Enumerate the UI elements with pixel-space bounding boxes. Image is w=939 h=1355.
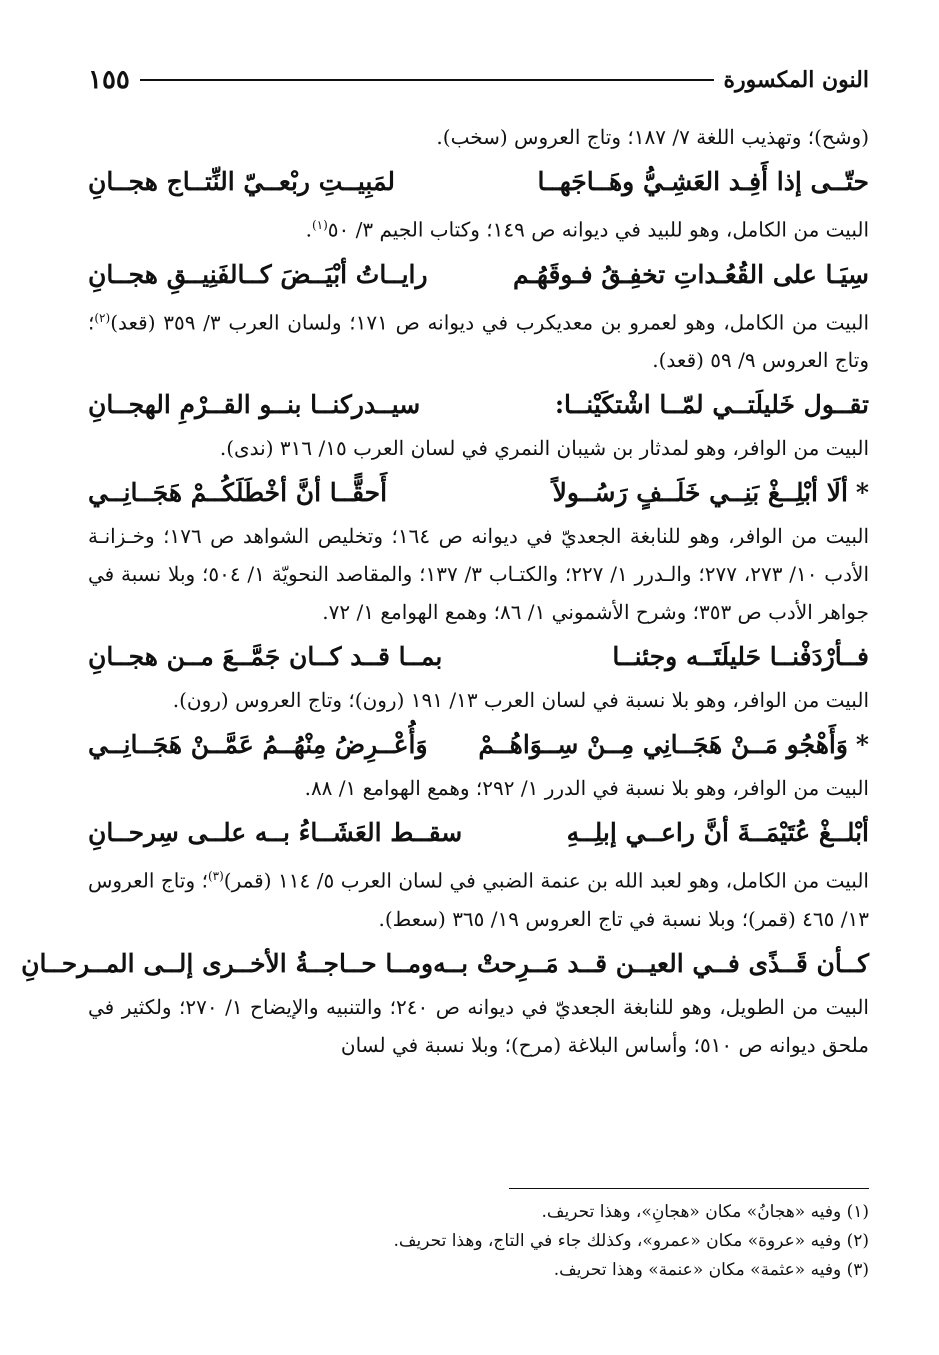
verse-second-hemistich: ومــا حــاجــةُ الأخــرى إلــى المــرحــانِ	[21, 948, 434, 978]
verse-second-hemistich: أَحقًّــا أنَّ أخْطَلَكُــمْ هَجَــانِــي	[88, 478, 388, 508]
citation-paragraph: البيت من الوافر، وهو بلا نسبة في لسان العرب ١٣/ ١٩١ (رون)؛ وتاج العروس (رون).	[172, 688, 869, 713]
verse-first-hemistich: أبْلــغْ عُتَيْمَــةَ أنَّ راعــي إبلِــهِ	[566, 818, 869, 848]
citation-paragraph: البيت من الوافر، وهو بلا نسبة في الدرر ١/ ٢٩٢؛ وهمع الهوامع ١/ ٨٨.	[304, 776, 869, 801]
verse-second-hemistich: لمَبِيــتِ ربْعــيّ النِّتــاج هجــانِ	[88, 167, 396, 196]
verse-first-hemistich: تقــول خَليلَتــي لمّــا اشْتكَيْنــا:	[554, 390, 869, 420]
header-rule	[140, 79, 714, 81]
citation-paragraph	[88, 299, 869, 380]
verse-second-hemistich: سقــط العَشَــاءُ بــه علــى سِرحــانِ	[88, 818, 463, 848]
main-text	[21, 118, 870, 1064]
footnote-reference: (٢)	[94, 310, 111, 325]
citation-text: البيت من الكامل، وهو للبيد في ديوانه ص ١٤٩؛ وكتاب الجيم ٣/ ٥٠	[327, 217, 869, 242]
citation-paragraph: (وشح)؛ وتهذيب اللغة ٧/ ١٨٧؛ وتاج العروس (سخب).	[436, 125, 869, 149]
verse-line	[88, 383, 869, 427]
verse-first-hemistich	[553, 473, 869, 513]
verse-second-hemistich: بمــا قــد كــان جَمَّــعَ مــن هجــانِ	[88, 642, 443, 672]
citation-text: البيت من الكامل، وهو لعمرو بن معديكرب في ديوانه ص ١٧١؛ ولسان العرب ٣/ ٣٥٩ (قعد)	[110, 310, 869, 335]
footnote-reference: (١)	[311, 218, 328, 232]
verse-line	[88, 160, 869, 204]
citation-paragraph	[88, 857, 869, 938]
verse-line	[88, 723, 869, 767]
citation-paragraph: البيت من الوافر، وهو للنابغة الجعديّ في ديوانه ص ١٦٤؛ وتخليص الشواهد ص ١٧٦؛ وخـزانـة الأدب ١٠/ ٢٧٣، ٢٧٧؛ والـدرر ١/ ٢٢٧؛ والكتـاب ٣/ ١٣٧؛ والمقاصد النحويّة ١/ ٥٠٤؛ وبلا نسبة في جواهر الأدب ص ٣٥٣؛ وشرح الأشموني ١/ ٨٦؛ وهمع الهوامع ١/ ٧٢.	[88, 524, 870, 625]
verse-first-hemistich: كــأن قَــذًى فــي العيــن قــد مَــرِحتْ بــه	[433, 948, 869, 978]
verse-line	[88, 811, 869, 855]
citation-text-tail: ؛ وتاج العروس ٩/ ٥٩ (قعد).	[88, 310, 869, 373]
footnotes	[300, 1198, 869, 1285]
footnote: (١) وفيه «هجانُ» مكان «هجانِ»، وهذا تحريف.	[541, 1202, 869, 1222]
citation-paragraph: البيت من الوافر، وهو لمدثار بن شيبان النمري في لسان العرب ١٥/ ٣١٦ (ندى).	[219, 436, 869, 461]
citation-text: البيت من الكامل، وهو لعبد الله بن عنمة الضبي في لسان العرب ٥/ ١١٤ (قمر)	[223, 868, 869, 893]
verse-first-hemistich: حتّــى إذا أَفِـد العَشِـيُّ وهَــاجَهــا	[537, 167, 869, 196]
footnote-separator	[509, 1188, 869, 1189]
citation-paragraph: البيت من الكامل، وهو للبيد في ديوانه ص ١٤٩؛ وكتاب الجيم ٣/ ٥٠$^{(١)}$.	[305, 217, 869, 242]
verse-first-hemistich: سِيَـا على القُعُـداتِ تخفِـقُ فـوقَهُـم	[512, 259, 869, 289]
verse-line	[21, 942, 869, 986]
verse-line	[88, 635, 869, 679]
citation-text: وتاج العروس ١٣/ ٤٦٥ (قمر)؛ وبلا نسبة في تاج العروس ١٩/ ٣٦٥ (سعط).	[88, 868, 869, 931]
verse-first-hemistich: فــأرْدَفْنــا حَليلَتَــه وجئنــا	[612, 642, 869, 672]
citation-text-tail: ؛	[201, 868, 208, 893]
footnote-reference: (٣)	[207, 869, 224, 884]
running-header	[88, 62, 869, 98]
section-title: النون المكسورة	[723, 67, 869, 93]
footnote: (٢) وفيه «عروة» مكان «عمرو»، وكذلك جاء في التاج، وهذا تحريف.	[393, 1231, 869, 1251]
verse-line	[88, 471, 869, 515]
star-marker: *	[855, 478, 869, 508]
hemistich-text: ألَا أبْلِــغْ بَنِــي خَلَــفٍ رَسُــولاً	[552, 478, 848, 508]
verse-second-hemistich: سيــدركنــا بنــو القــرْمِ الهجــانِ	[88, 390, 421, 420]
star-marker: *	[855, 730, 869, 760]
citation-paragraph: البيت من الطويل، وهو للنابغة الجعديّ في ديوانه ص ٢٤٠؛ والتنبيه والإيضاح ١/ ٢٧٠؛ ولكثير في ملحق ديوانه ص ٥١٠؛ وأساس البلاغة (مرح)؛ وبلا نسبة في لسان	[88, 994, 869, 1057]
verse-first-hemistich	[478, 725, 869, 765]
verse-second-hemistich: وَأُعْــرِضُ مِنْهُــمُ عَمَّــنْ هَجَــانِــي	[88, 730, 428, 760]
verse-second-hemistich: رايــاتُ أبْيَــضَ كــالفَنِيــقِ هجــانِ	[88, 259, 428, 289]
hemistich-text: وَأَهْجُو مَــنْ هَجَــانِي مِــنْ سِــوَاهُــمْ	[478, 730, 848, 760]
page-number: ١٥٥	[88, 65, 130, 95]
verse-line	[88, 253, 869, 297]
footnote: (٣) وفيه «عثمة» مكان «عنمة» وهذا تحريف.	[553, 1260, 869, 1280]
